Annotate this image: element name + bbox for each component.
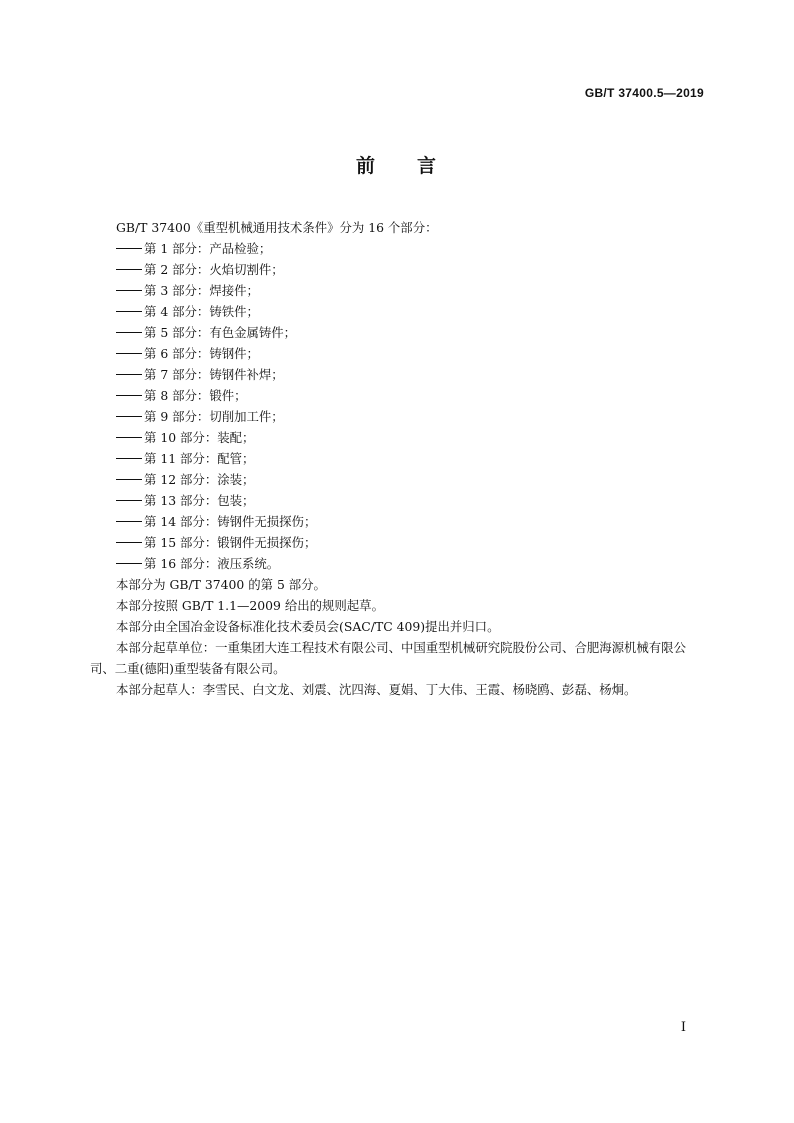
foreword-body (90, 217, 706, 700)
dash-mark (116, 395, 142, 396)
dash-mark (116, 416, 142, 417)
list-item (90, 322, 706, 343)
list-item-text: 第 9 部分：切削加工件； (144, 409, 284, 424)
dash-mark (116, 437, 142, 438)
paragraph-drafters: 本部分起草人：李雪民、白文龙、刘震、沈四海、夏娟、丁大伟、王霞、杨晓鸥、彭磊、杨炯。 (116, 682, 637, 697)
dash-mark (116, 458, 142, 459)
list-item-text: 第 1 部分：产品检验； (144, 241, 272, 256)
dash-mark (116, 332, 142, 333)
list-item (90, 343, 706, 364)
list-item-text: 第 8 部分：锻件； (144, 388, 247, 403)
list-item (90, 427, 706, 448)
list-item (90, 448, 706, 469)
list-item-text: 第 3 部分：焊接件； (144, 283, 259, 298)
dash-mark (116, 500, 142, 501)
list-item (90, 259, 706, 280)
list-item (90, 469, 706, 490)
list-item (90, 280, 706, 301)
page-title (0, 151, 794, 178)
list-item (90, 385, 706, 406)
standard-number: GB/T 37400.5—2019 (584, 86, 704, 100)
list-item (90, 553, 706, 574)
dash-mark (116, 269, 142, 270)
list-item (90, 364, 706, 385)
dash-mark (116, 542, 142, 543)
list-item (90, 490, 706, 511)
list-item-text: 第 4 部分：铸铁件； (144, 304, 259, 319)
paragraph-part-number: 本部分为 GB/T 37400 的第 5 部分。 (116, 577, 326, 592)
dash-mark (116, 563, 142, 564)
list-item (90, 511, 706, 532)
list-item (90, 406, 706, 427)
dash-mark (116, 374, 142, 375)
list-item-text: 第 15 部分：锻钢件无损探伤； (144, 535, 317, 550)
list-item-text: 第 7 部分：铸钢件补焊； (144, 367, 284, 382)
list-item-text: 第 10 部分：装配； (144, 430, 255, 445)
list-item-text: 第 16 部分：液压系统。 (144, 556, 280, 571)
title-char-1: 前 (355, 155, 377, 177)
paragraph-drafting-units: 本部分起草单位：一重集团大连工程技术有限公司、中国重型机械研究院股份公司、合肥海源机械有限公司、二重(德阳)重型装备有限公司。 (90, 640, 686, 676)
list-item-text: 第 12 部分：涂装； (144, 472, 255, 487)
dash-mark (116, 290, 142, 291)
list-item-text: 第 11 部分：配管； (144, 451, 255, 466)
paragraph-drafting-rules: 本部分按照 GB/T 1.1—2009 给出的规则起草。 (116, 598, 384, 613)
title-char-2: 言 (417, 155, 439, 177)
intro-paragraph: GB/T 37400《重型机械通用技术条件》分为 16 个部分： (116, 220, 438, 235)
dash-mark (116, 521, 142, 522)
list-item-text: 第 6 部分：铸钢件； (144, 346, 259, 361)
list-item (90, 301, 706, 322)
list-item (90, 238, 706, 259)
list-item (90, 532, 706, 553)
list-item-text: 第 13 部分：包装； (144, 493, 255, 508)
dash-mark (116, 311, 142, 312)
dash-mark (116, 479, 142, 480)
page-number: I (680, 1020, 686, 1035)
list-item-text: 第 2 部分：火焰切割件； (144, 262, 284, 277)
dash-mark (116, 248, 142, 249)
list-item-text: 第 14 部分：铸钢件无损探伤； (144, 514, 317, 529)
list-item-text: 第 5 部分：有色金属铸件； (144, 325, 297, 340)
dash-mark (116, 353, 142, 354)
paragraph-committee: 本部分由全国冶金设备标准化技术委员会(SAC/TC 409)提出并归口。 (116, 619, 500, 634)
